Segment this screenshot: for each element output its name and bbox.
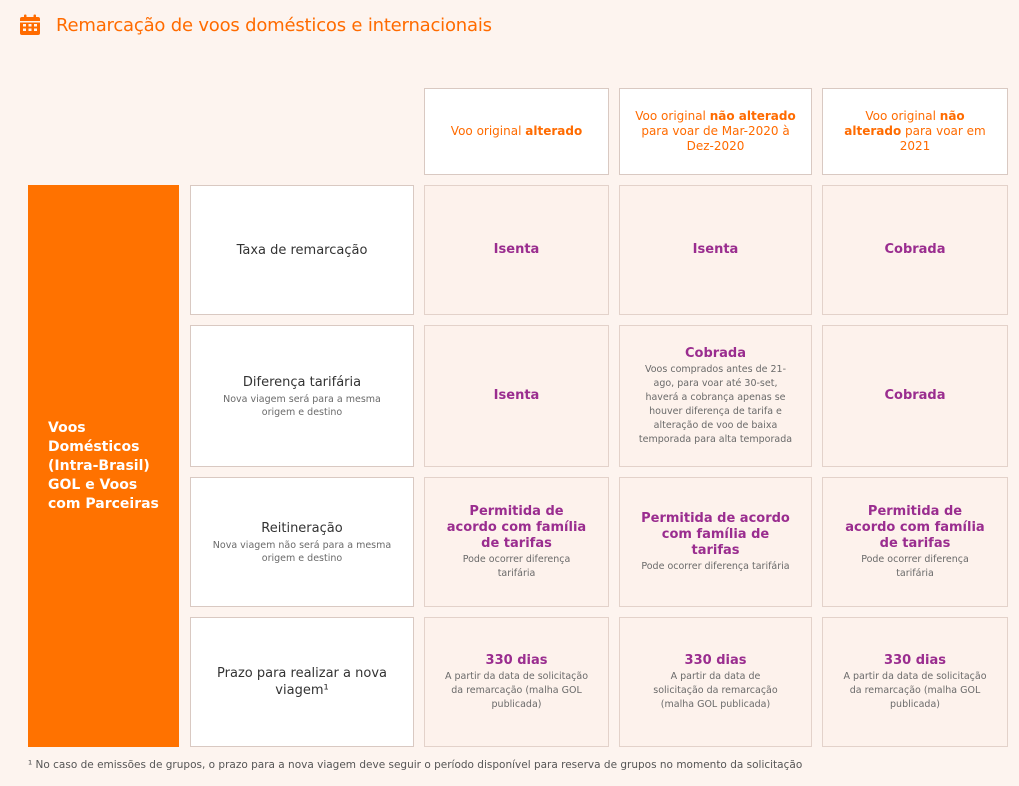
row-subtitle: Nova viagem será para a mesma origem e destino xyxy=(223,393,381,418)
page-title: Remarcação de voos domésticos e internacionais xyxy=(56,14,492,36)
category-label-text: Voos Domésticos (Intra-Brasil) GOL e Voos com Parceiras xyxy=(48,419,159,512)
cell-note: A partir da data de solicitação da remarcação (malha GOL publicada) xyxy=(843,670,987,710)
table-cell xyxy=(822,325,1008,467)
cell-value: 330 dias xyxy=(485,652,548,668)
row-title: Taxa de remarcação xyxy=(236,242,368,258)
row-header xyxy=(190,185,414,315)
column-header xyxy=(822,88,1008,175)
cell-value: Cobrada xyxy=(884,388,946,403)
row-title: Diferença tarifária xyxy=(242,374,362,390)
page-header xyxy=(18,10,492,40)
row-header xyxy=(190,617,414,747)
row-title: Reitineração xyxy=(261,520,343,536)
column-header-text: Voo original não alterado para voar de Mar-2020 à Dez-2020 xyxy=(635,109,796,153)
row-subtitle: Nova viagem não será para a mesma origem e destino xyxy=(212,539,392,564)
cell-value: Permitida de acordo com família de tarifas xyxy=(641,510,790,558)
column-header xyxy=(619,88,812,175)
column-header-text: Voo original alterado xyxy=(450,124,583,138)
table-cell xyxy=(619,185,812,315)
table-cell xyxy=(424,325,609,467)
row-header xyxy=(190,477,414,607)
row-header xyxy=(190,325,414,467)
cell-note: A partir da data de solicitação da remarcação (malha GOL publicada) xyxy=(444,670,589,710)
cell-value: Cobrada xyxy=(884,242,946,257)
footnote: ¹ No caso de emissões de grupos, o prazo para a nova viagem deve seguir o período disponível para reserva de grupos no momento da solicitação xyxy=(28,759,803,771)
category-label xyxy=(28,185,179,747)
cell-value: 330 dias xyxy=(684,652,747,668)
cell-note: Pode ocorrer diferença tarifária xyxy=(861,553,969,579)
table-cell xyxy=(822,477,1008,607)
cell-value: Permitida de acordo com família de tarifas xyxy=(845,503,985,551)
row-title: Prazo para realizar a nova viagem¹ xyxy=(217,666,387,698)
table-cell xyxy=(424,617,609,747)
calendar-icon xyxy=(18,13,42,37)
cell-note: A partir da data de solicitação da remarcação (malha GOL publicada) xyxy=(653,670,778,710)
cell-value: Cobrada xyxy=(684,345,747,361)
cell-value: Isenta xyxy=(493,388,540,403)
cell-value: 330 dias xyxy=(884,652,946,668)
table-cell xyxy=(619,325,812,467)
cell-note: Pode ocorrer diferença tarifária xyxy=(641,560,790,572)
cell-value: Permitida de acordo com família de tarifas xyxy=(446,503,587,551)
table-cell xyxy=(822,185,1008,315)
table-cell xyxy=(619,477,812,607)
column-header-text: Voo original não alterado para voar em 2021 xyxy=(844,109,986,153)
table-cell xyxy=(424,185,609,315)
column-header xyxy=(424,88,609,175)
cell-value: Isenta xyxy=(493,242,540,257)
table-cell xyxy=(619,617,812,747)
table-cell xyxy=(424,477,609,607)
cell-value: Isenta xyxy=(692,242,739,257)
cell-note: Voos comprados antes de 21-ago, para voar até 30-set, haverá a cobrança apenas se houver diferença de tarifa e alteração de voo de baixa temporada para alta temporada xyxy=(638,363,793,445)
table-cell xyxy=(822,617,1008,747)
cell-note: Pode ocorrer diferença tarifária xyxy=(462,553,571,579)
